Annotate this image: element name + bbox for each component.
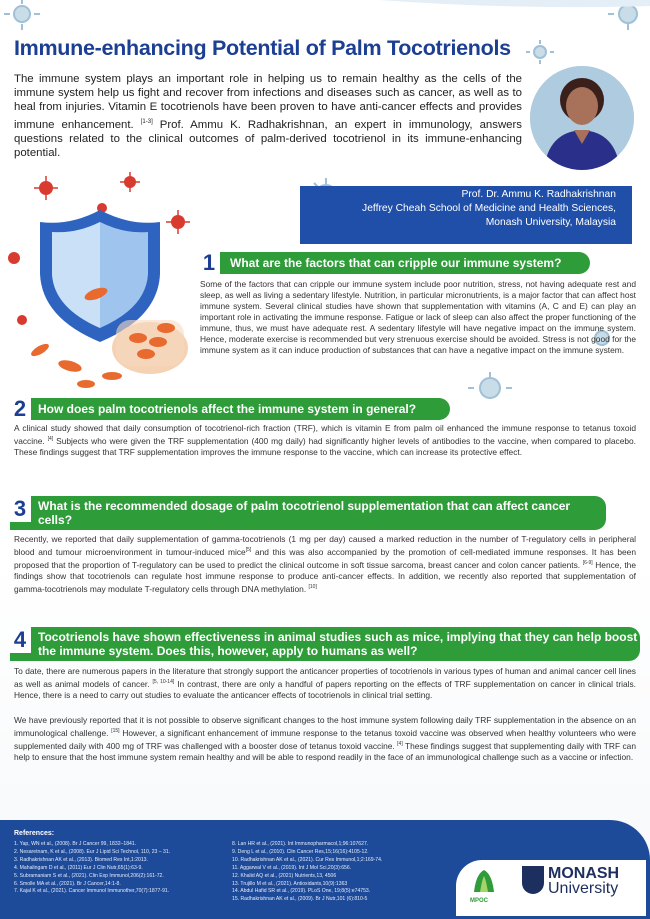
answer-4-text-b: In contrast, there are only a handful of papers reporting on the effects of TRF supplementation on cancer in clinical trials. Hence, there is a need to carry out studies to evaluate the anticancer effects of tocotrienols in clinical trial setting. xyxy=(14,678,637,700)
affiliation-name: Prof. Dr. Ammu K. Radhakrishnan xyxy=(461,189,616,200)
answer-3-citation-b: [6-9] xyxy=(582,559,593,566)
professor-photo xyxy=(530,66,634,170)
reference-item: 13. Trujillo M et al., (2021). Antioxidants,10(9):1363 xyxy=(232,880,348,887)
answer-3-text: Recently, we reported that daily supplementation of gamma-tocotrienols (1 mg per day) caused a marked reduction in the number of T-regulatory cells in peripheral blood and tumour microenvironment in tumour-induced mice xyxy=(14,534,636,557)
question-4-text: Tocotrienols have shown effectiveness in animal studies such as mice, implying that they can help boost the immune system. Does this, however, apply to humans as well? xyxy=(38,630,638,658)
reference-item: 15. Radhakrishnan AK et al., (2009). Br J Nutr,101 (6):810-5 xyxy=(232,896,368,903)
answer-4-citation-d: [4] xyxy=(397,740,403,747)
question-1-number: 1 xyxy=(198,250,220,276)
reference-item: 14. Abdul Hafid SR et al., (2019). PLoS One, 19;8(5):e74753. xyxy=(232,888,371,895)
shield-capsules-illustration xyxy=(0,170,200,390)
answer-3-text-c: Hence, the findings show that tocotrienols can regulate host immune response to produce anti-cancer effects. In addition, we recently also reported that supplementation of gamma-tocotrienols may modulate T-regulatory cells through DNA methylation. xyxy=(14,559,636,594)
poster-title: Immune-enhancing Potential of Palm Tocotrienols xyxy=(14,36,511,60)
answer-4-text-e: These findings suggest that supplementing daily with TRF can help to ensure that the host immune system remain healthy and will be able to respond readily in the face of an immunological challenge such as a vaccine or infection. xyxy=(14,740,636,762)
reference-item: 10. Radhakrishnan AK et al., (2021). Cur Res Immunol,1;2:169-74. xyxy=(232,856,383,863)
monash-university-label: University xyxy=(548,880,619,897)
answer-3 xyxy=(14,534,636,594)
answer-2-citation: [4] xyxy=(47,436,54,442)
reference-item: 6. Smolle MA et al., (2021). Br J Cancer,14:1-8. xyxy=(14,880,121,887)
question-2-text: How does palm tocotrienols affect the immune system in general? xyxy=(38,402,417,416)
question-3-number: 3 xyxy=(9,496,31,522)
monash-logo xyxy=(548,866,619,896)
question-3-bar xyxy=(10,496,606,530)
mpoc-logo-label: MPOC xyxy=(470,898,488,904)
affiliation-school: Jeffrey Cheah School of Medicine and Health Sciences, xyxy=(362,203,616,214)
references-column-2 xyxy=(232,841,452,904)
reference-item: 11. Aggarwal V et al., (2019). Int J Mol Sci,20(3):656. xyxy=(232,864,352,871)
monash-wordmark: MONASH xyxy=(548,865,620,882)
question-3-text: What is the recommended dosage of palm tocotrienol supplementation that can affect cancer cells? xyxy=(38,499,571,527)
monash-crest-icon xyxy=(522,866,544,894)
answer-4a xyxy=(14,666,636,701)
reference-item: 1. Yap, WN et al., (2008). Br J Cancer 99, 1832–1841. xyxy=(14,841,137,847)
answer-4b xyxy=(14,715,636,763)
references-heading: References: xyxy=(14,830,55,837)
question-4-bar xyxy=(10,627,640,661)
reference-item: 4. Mahalingam D et al., (2011) Eur J Clin Nutr,65(1):63-9. xyxy=(14,864,143,871)
answer-4-text: To date, there are numerous papers in the literature that strongly support the anticancer properties of tocotrienols in various types of human and animal cancer cell lines as well as animal models of cancer. xyxy=(14,666,636,689)
answer-4-citation-c: [15] xyxy=(111,728,120,734)
intro-paragraph xyxy=(14,72,522,160)
answer-4-citation-a: [5, 10-14] xyxy=(152,679,175,685)
references-column-1 xyxy=(14,841,234,896)
question-2-bar xyxy=(10,398,450,420)
answer-2-text: A clinical study showed that daily consumption of tocotrienol-rich fraction (TRF), which is vitamin E from palm oil enhanced the immune response to tetanus toxoid vaccine. xyxy=(14,423,636,446)
reference-item: 12. Khalid AQ et al., (2021) Nutrients,13, 4506 xyxy=(232,872,337,879)
answer-4-text-c: We have previously reported that it is not possible to observe significant changes to the host immune system following daily TRF supplementation in the absence on an immunological challenge. xyxy=(14,715,636,738)
reference-item: 9. Deng L et al., (2010). Clin Cancer Res,15;16(16):4105-12. xyxy=(232,848,369,855)
answer-4-text-d: However, a significant enhancement of immune response to the tetanus toxoid vaccine was observed when healthy volunteers who were supplemented daily with 400 mg of TRF was challenged with a booster dose of tetanus toxoid vaccine. xyxy=(14,727,637,751)
answer-3-citation-c: [10] xyxy=(308,583,317,590)
reference-item: 7. Kajal K et al., (2021). Cancer Immunol Immunother,70(7):1877-91. xyxy=(14,888,170,895)
portrait-image xyxy=(530,66,634,170)
question-4-number: 4 xyxy=(9,627,31,653)
affiliation-box xyxy=(300,186,632,244)
question-1-text: What are the factors that can cripple our immune system? xyxy=(230,256,562,270)
question-1-bar xyxy=(204,252,590,274)
answer-3-citation-a: [5] xyxy=(245,547,252,553)
answer-2 xyxy=(14,423,636,458)
mpoc-logo-icon xyxy=(472,868,496,894)
intro-text-continued: Prof. Ammu K. Radhakrishnan, an expert in immunology, answers questions related to the clinical outcomes of palm-derived tocotrienol in its immune-enhancing potential. xyxy=(14,118,523,159)
affiliation-university: Monash University, Malaysia xyxy=(485,217,616,228)
answer-1: Some of the factors that can cripple our immune system include poor nutrition, stress, not having adequate rest and sleep, as well as living a sedentary lifestyle. Nutrition, in particular micronutrients, is a major factor that can affect host immune system. Several clinical studies have shown that supplementation with vitamins (A, C and E) can play an important role in activating the immune response. Fatigue or lack of sleep can also affect the proper functioning of the immune, thus, we must have adequate rest. A sedentary lifestyle will have negative impact on the immune system. Hence, moderate exercise is recommended but very strenuous exercise should be avoided. Stress is not good for the immune system as it can induce production of substances that can have a negative impact on the immune system. xyxy=(200,279,636,355)
answer-2-text-continued: Subjects who were given the TRF supplementation (400 mg daily) had significantly higher levels of antibodies to the vaccine, when compared to placebo. These findings suggest that TRF supplementation improves the immune response to the vaccine, which can increase its protective effect. xyxy=(14,435,637,457)
reference-item: 2. Nesaretnam, K et al., (2008). Eur J Lipid Sci Technol, 110, 23 – 31. xyxy=(14,848,171,855)
reference-item: 3. Radhakrishnan AK et al., (2013). Biomed Res Int,1:2013. xyxy=(14,856,148,863)
question-2-number: 2 xyxy=(9,396,31,422)
reference-item: 5. Subramaniam S et al., (2021). Clin Exp Immunol,206(2):161-72. xyxy=(14,872,164,879)
reference-item: 8. Lan HR et al., (2021). Int Immunopharmacol,1;96:107627. xyxy=(232,841,369,847)
intro-text: The immune system plays an important role in helping us to remain healthy as the cells of the immune system help us fight and recover from infections and diseases such as cancer, as well as to heal from injuries. Vitamin E tocotrienols have been proven to have anti-cancer effects and provides immune enhancement. xyxy=(14,73,522,131)
answer-3-text-b: and this was also accompanied by the promotion of cell-mediated immune responses. It has been proposed that the proportion of T-regulatory can be used to predict the clinical outcome in soft tissue sarcoma, breast cancer and colon cancer patients. xyxy=(14,546,636,570)
intro-citation: [1-3] xyxy=(140,118,153,125)
